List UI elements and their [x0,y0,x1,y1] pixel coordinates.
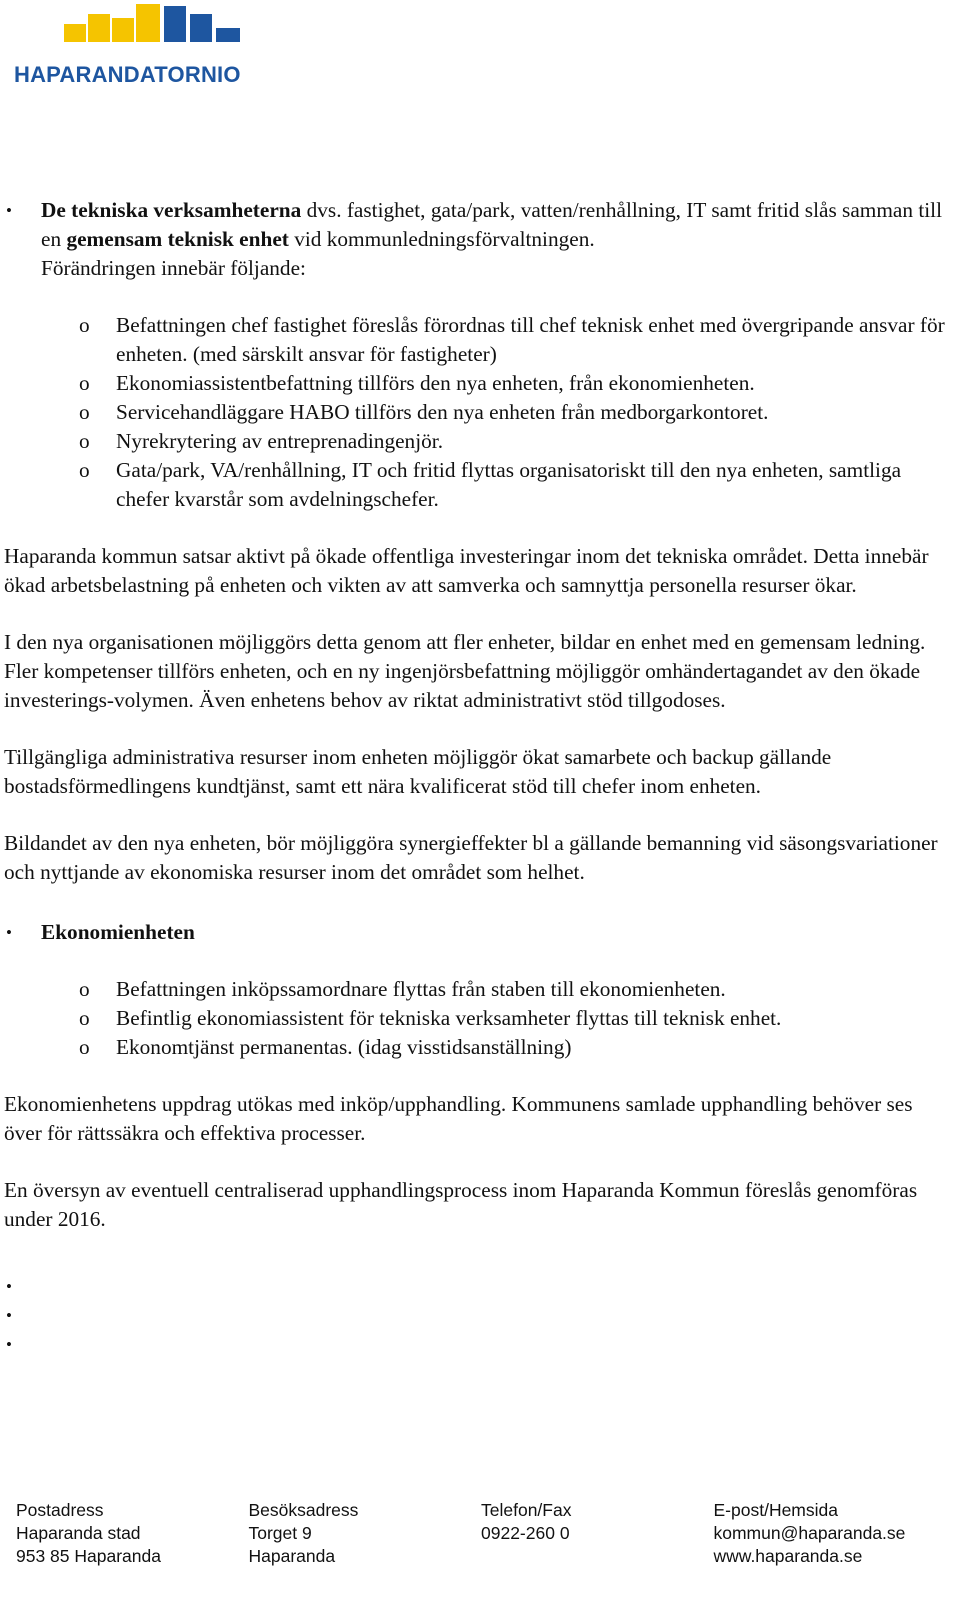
bullet-bold-1: De tekniska verksamheterna [41,198,302,222]
footer-visit: Besöksadress Torget 9 Haparanda [248,1500,359,1566]
bullet-text-1: dvs. fastighet, gata/park, vatten/renhållning, IT samt fritid slås samman till en [41,198,943,251]
bullet-dot: • [6,923,12,942]
logo-bars-graphic [14,2,284,62]
empty-bullet: • [6,1277,12,1296]
bullet-tekniska [4,196,954,283]
paragraph: Bildandet av den nya enheten, bör möjliggöra synergieffekter bl a gällande bemanning vid säsongsvariationer och nyttjande av ekonomiska resurser inom det området som helhet. [4,831,938,884]
footer-web: E-post/Hemsida kommun@haparanda.se www.haparanda.se [714,1499,947,1568]
list-item: o Ekonomtjänst permanentas. (idag visstidsanställning) [79,1035,572,1059]
footer-phone: Telefon/Fax 0922-260 0 [481,1500,572,1543]
bullet-ekonomienheten [4,918,954,947]
paragraph: En översyn av eventuell centraliserad upphandlingsprocess inom Haparanda Kommun föreslås genomföras under 2016. [4,1178,918,1231]
bullet-dot: • [6,201,12,220]
sub-list-tekniska [4,311,954,514]
website-link[interactable]: www.haparanda.se [713,1546,863,1566]
logo-wordmark: HAPARANDATORNIO [14,62,241,87]
page-footer [16,1499,946,1568]
footer-postal: Postadress Haparanda stad 953 85 Haparanda [16,1500,161,1566]
document-body [4,196,954,1359]
list-item: o Nyrekrytering av entreprenadingenjör. [79,429,444,453]
logo [14,2,284,86]
paragraph: I den nya organisationen möjliggörs detta genom att fler enheter, bildar en enhet med en gemensam ledning. Fler kompetenser tillförs enheten, och en ny ingenjörsbefattning möjliggör omhändertagandet av den ökade investerings-volymen. Även enhetens behov av riktat administrativt stöd tillgodoses. [4,630,926,712]
list-item: o Befintlig ekonomiassistent för tekniska verksamheter flyttas till teknisk enhet. [79,1006,782,1030]
list-item: o Ekonomiassistentbefattning tillförs den nya enheten, från ekonomienheten. [79,371,755,395]
email-link[interactable]: kommun@haparanda.se [713,1523,906,1543]
list-item: o Befattningen chef fastighet föreslås förordnas till chef teknisk enhet med övergripande ansvar för enheten. (med särskilt ansvar för fastigheter) [79,313,945,366]
bullet-text-2: vid kommunledningsförvaltningen. [288,227,595,251]
section-heading: Ekonomienheten [41,920,195,944]
intro-line: Förändringen innebär följande: [41,256,306,280]
sub-list-ekonomi [4,975,954,1062]
empty-bullet: • [6,1306,12,1325]
paragraph: Ekonomienhetens uppdrag utökas med inköp/upphandling. Kommunens samlade upphandling behöver ses över för rättssäkra och effektiva processer. [4,1092,913,1145]
paragraph: Tillgängliga administrativa resurser inom enheten möjliggör ökat samarbete och backup gällande bostadsförmedlingens kundtjänst, samt ett nära kvalificerat stöd till chefer inom enheten. [4,745,832,798]
paragraph: Haparanda kommun satsar aktivt på ökade offentliga investeringar inom det tekniska området. Detta innebär ökad arbetsbelastning på enheten och vikten av att samverka och samnyttja personella resurser ökar. [4,544,929,597]
list-item: o Servicehandläggare HABO tillförs den nya enheten från medborgarkontoret. [79,400,769,424]
bullet-bold-2: gemensam teknisk enhet [66,227,289,251]
list-item: o Befattningen inköpssamordnare flyttas från staben till ekonomienheten. [79,977,726,1001]
empty-bullet: • [6,1335,12,1354]
list-item: o Gata/park, VA/renhållning, IT och fritid flyttas organisatoriskt till den nya enheten, samtliga chefer kvarstår som avdelningschefer. [79,458,902,511]
